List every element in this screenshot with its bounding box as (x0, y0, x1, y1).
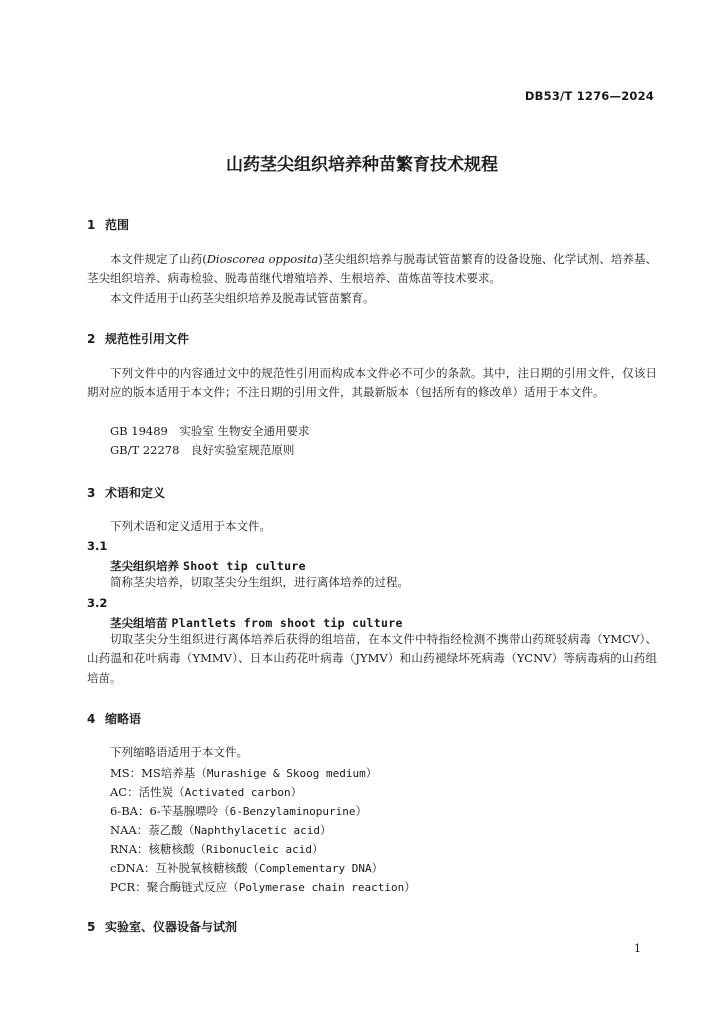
section-number: 4 (87, 712, 96, 726)
reference-item: GB 19489 实验室 生物安全通用要求 (110, 424, 310, 438)
reference-item: GB/T 22278 良好实验室规范原则 (110, 443, 295, 457)
abbrev-item: AC：活性炭（Activated carbon） (110, 785, 303, 799)
section-title: 缩略语 (105, 712, 142, 726)
abbrev-en: Ribonucleic acid (206, 843, 312, 856)
abbrev-zh: 核糖核酸 (148, 842, 195, 856)
abbrev-zh: 6-苄基腺嘌呤 (149, 804, 219, 818)
scope-latin-name: Dioscorea opposita (206, 252, 319, 266)
scope-text-before: 本文件规定了山药( (110, 252, 207, 266)
abbrev-zh: 萘乙酸 (148, 823, 183, 837)
scope-paragraph-1 (87, 250, 657, 289)
section-number: 2 (87, 332, 96, 346)
section-title: 范围 (105, 218, 130, 232)
abbrev-en: Murashige & Skoog medium (206, 767, 366, 780)
abbrev-en: Activated carbon (184, 786, 291, 799)
section-heading-abbreviations (87, 710, 141, 727)
scope-paragraph-2: 本文件适用于山药茎尖组织培养及脱毒试管苗繁育。 (110, 291, 375, 305)
normative-intro: 下列文件中的内容通过文中的规范性引用而构成本文件必不可少的条款。其中，注日期的引用文件，仅该日期对应的版本适用于本文件；不注日期的引用文件，其最新版本（包括所有的修改单）适用于本文件。 (87, 366, 657, 400)
term-zh: 茎尖组织培养 (110, 559, 179, 573)
abbrev-en: 6-Benzylaminopurine (229, 805, 356, 818)
abbrev-intro: 下列缩略语适用于本文件。 (110, 745, 248, 759)
term-number: 3.1 (87, 539, 108, 553)
abbrev-zh: 互补脱氧核糖核酸 (155, 861, 248, 875)
abbrev-code: MS (110, 766, 130, 780)
abbrev-item: NAA：萘乙酸（Naphthylacetic acid） (110, 823, 332, 837)
abbrev-code: RNA (110, 842, 138, 856)
abbrev-code: AC (110, 785, 128, 799)
abbrev-item: RNA：核糖核酸（Ribonucleic acid） (110, 842, 324, 856)
abbrev-en: Complementary DNA (259, 862, 372, 875)
document-code: DB53/T 1276—2024 (524, 89, 654, 103)
abbrev-item: PCR：聚合酶链式反应（Polymerase chain reaction） (110, 880, 416, 894)
abbrev-code: NAA (110, 823, 137, 837)
section-title: 实验室、仪器设备与试剂 (105, 920, 238, 934)
terms-intro: 下列术语和定义适用于本文件。 (110, 519, 271, 533)
abbrev-code: PCR (110, 880, 136, 894)
term-heading (110, 615, 403, 631)
abbrev-en: Naphthylacetic acid (194, 824, 321, 837)
section-heading-scope (87, 216, 129, 233)
abbrev-item: 6-BA：6-苄基腺嘌呤（6-Benzylaminopurine） (110, 804, 368, 818)
section-number: 3 (87, 486, 96, 500)
abbrev-code: cDNA (110, 861, 145, 875)
section-title: 规范性引用文件 (105, 332, 190, 346)
abbrev-item: MS：MS培养基（Murashige & Skoog medium） (110, 766, 378, 780)
term-definition: 切取茎尖分生组织进行离体培养后获得的组培苗，在本文件中特指经检测不携带山药斑驳病毒（YMCV）、山药温和花叶病毒（YMMV）、日本山药花叶病毒（JYMV）和山药褪绿坏死病毒（YCNV）等病毒病的山药组培苗。 (87, 632, 657, 685)
term-heading (110, 558, 306, 574)
term-number: 3.2 (87, 596, 108, 610)
abbrev-zh: MS培养基 (141, 766, 196, 780)
page-number: 1 (634, 942, 641, 955)
abbrev-item: cDNA：互补脱氧核糖核酸（Complementary DNA） (110, 861, 384, 875)
abbrev-zh: 活性炭 (138, 785, 174, 799)
term-zh: 茎尖组培苗 (110, 616, 168, 630)
scope-text-after: )茎尖组织培养与脱毒试管苗繁育的设备设施、化学试剂、培养基、茎尖组织培养、病毒检验、脱毒苗继代增殖培养、生根培养、苗炼苗等技术要求。 (87, 252, 657, 286)
abbrev-zh: 聚合酶链式反应 (146, 880, 228, 894)
abbrev-en: Polymerase chain reaction (238, 881, 405, 894)
term-en: Plantlets from shoot tip culture (171, 616, 403, 630)
section-heading-terms (87, 484, 165, 501)
term-en: Shoot tip culture (183, 559, 306, 573)
section-heading-normative-references (87, 330, 189, 347)
abbrev-code: 6-BA (110, 804, 138, 818)
section-number: 1 (87, 218, 96, 232)
term-definition: 简称茎尖培养，切取茎尖分生组织，进行离体培养的过程。 (110, 575, 409, 589)
section-title: 术语和定义 (105, 486, 166, 500)
document-title: 山药茎尖组织培养种苗繁育技术规程 (226, 155, 498, 175)
section-heading-lab-equipment (87, 918, 237, 935)
section-number: 5 (87, 920, 96, 934)
